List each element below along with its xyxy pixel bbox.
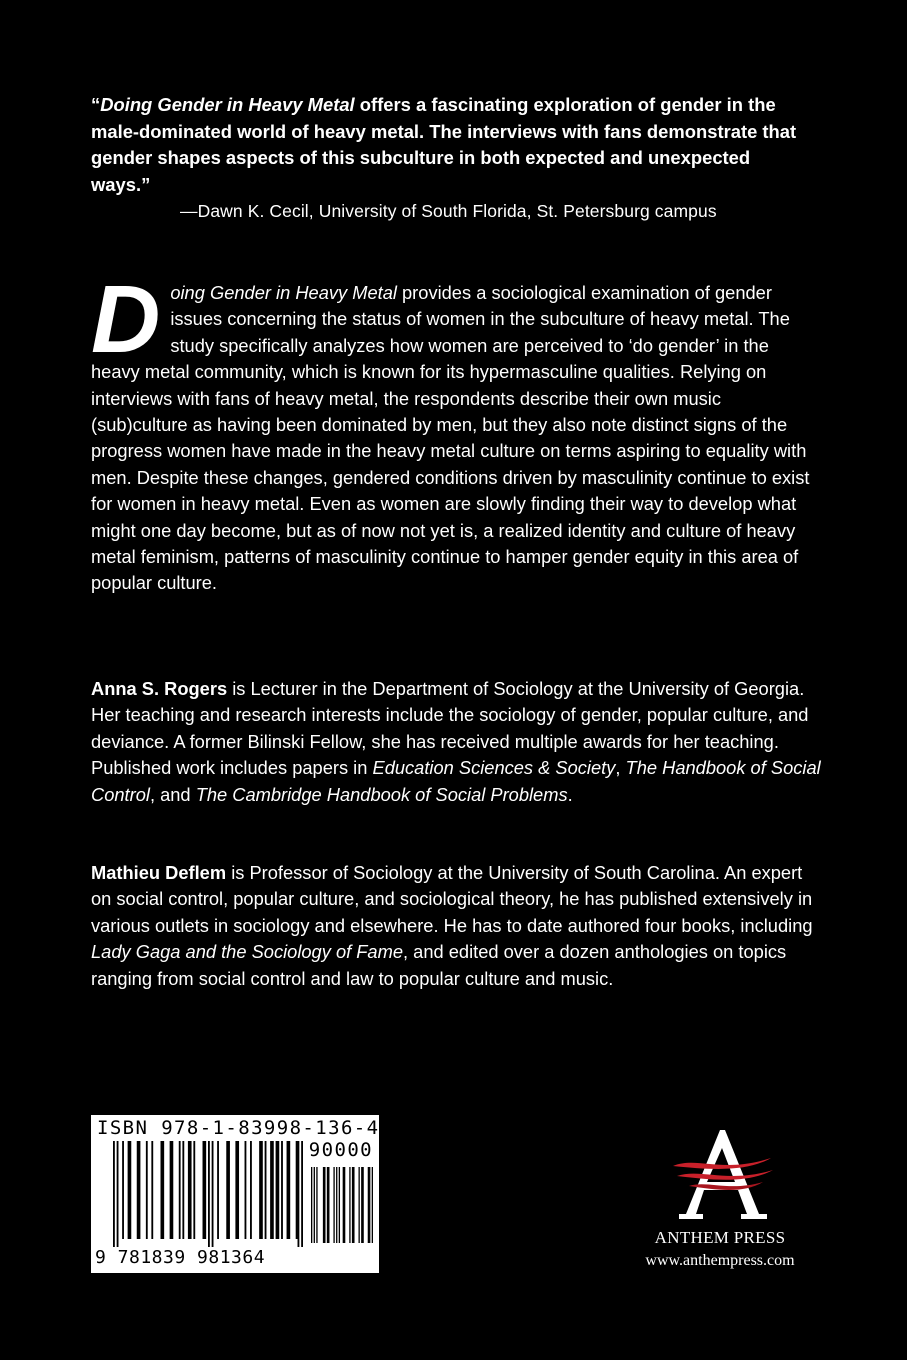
barcode-bar	[336, 1167, 337, 1243]
barcode-bar	[170, 1141, 174, 1239]
barcode-bar	[212, 1141, 214, 1247]
book-description	[91, 266, 821, 597]
author-name-deflem: Mathieu Deflem	[91, 862, 227, 883]
barcode-bar	[298, 1141, 300, 1247]
quote-book-title: Doing Gender in Heavy Metal	[100, 94, 355, 115]
author-bio-rogers: Anna S. Rogers is Lecturer in the Department of Sociology at the University of Georgia. Her teaching and research interests include the sociology of gender, popular culture, and deviance. A former Bilinski Fellow, she has received multiple awards for her teaching. Published work includes papers in Education Sciences & Society, The Handbook of Social Control, and The Cambridge Handbook of Social Problems.	[91, 678, 821, 805]
barcode-bar	[358, 1167, 359, 1243]
barcode-bar	[250, 1141, 252, 1239]
author-bio-deflem: Mathieu Deflem is Professor of Sociology at the University of South Carolina. An expert on social control, popular culture, and sociological theory, he has published extensively in various outlets in sociology and elsewhere. He has to date authored four books, including Lady Gaga and the Sociology of Fame, and edited over a dozen anthologies on topics ranging from social control and law to popular culture and music.	[91, 862, 813, 989]
barcode-bar	[128, 1141, 132, 1239]
barcode-bar	[151, 1141, 153, 1239]
isbn-barcode	[91, 1115, 379, 1273]
description-text: provides a sociological examination of gender issues concerning the status of women in the subculture of heavy metal. The study specifically analyzes how women are perceived to ‘do gender’ in the heavy metal community, which is known for its hypermasculine qualities. Relying on interviews with fans of heavy metal, the respondents describe their own music (sub)culture as having been dominated by men, but they also note distinct signs of the progress women have made in the heavy metal culture on terms aspiring to equality with men. Despite these changes, gendered conditions driven by masculinity continue to exist for women in heavy metal. Even as women are slowly finding their way to develop what might one day become, but as of now not yet is, a realized identity and culture of heavy metal feminism, patterns of masculinity continue to hamper gender equity in this area of popular culture.	[91, 282, 810, 594]
barcode-bar	[314, 1167, 315, 1243]
barcode-bar	[179, 1141, 181, 1239]
barcode-bar	[361, 1167, 364, 1243]
barcode-bar	[182, 1141, 184, 1239]
quote-text: offers a fascinating exploration of gender in the male-dominated world of heavy metal. The interviews with fans demonstrate that gender shapes aspects of this subculture in both expected and unexpected ways.”	[91, 94, 797, 195]
drop-cap: D	[91, 266, 161, 373]
description-title: oing Gender in Heavy Metal	[170, 282, 397, 303]
barcode-bar	[208, 1141, 210, 1247]
ean-barcode-bars	[113, 1141, 303, 1247]
addon-barcode-bars	[311, 1167, 373, 1247]
anthem-press-logo	[667, 1126, 777, 1226]
barcode-bar	[301, 1141, 303, 1247]
barcode-bar	[323, 1167, 326, 1243]
barcode-bar	[333, 1167, 334, 1243]
barcode-bar	[193, 1141, 195, 1239]
barcode-bar	[369, 1167, 370, 1243]
barcode-bar	[161, 1141, 165, 1239]
barcode-bar	[137, 1141, 141, 1239]
barcode-bar	[311, 1167, 312, 1243]
barcode-bar	[339, 1167, 340, 1243]
isbn-label: ISBN 978-1-83998-136-4	[97, 1117, 380, 1139]
barcode-bar	[327, 1167, 330, 1243]
barcode-bar	[352, 1167, 355, 1243]
barcode-bar	[270, 1141, 274, 1239]
endorsement-attribution: —Dawn K. Cecil, University of South Florida, St. Petersburg campus	[180, 201, 717, 221]
barcode-bar	[117, 1141, 119, 1247]
barcode-bar	[226, 1141, 230, 1239]
price-code: 90000	[308, 1139, 373, 1161]
ean-digits: 9 781839 981364	[95, 1247, 266, 1268]
publisher-url[interactable]: www.anthempress.com	[645, 1252, 795, 1269]
barcode-bar	[316, 1167, 317, 1243]
endorsement-quote	[91, 92, 811, 198]
author-name-rogers: Anna S. Rogers	[91, 678, 228, 699]
quote-open: “	[91, 94, 101, 115]
barcode-bar	[188, 1141, 192, 1239]
deflem-book-title: Lady Gaga and the Sociology of Fame	[91, 941, 403, 963]
barcode-bar	[349, 1167, 350, 1243]
barcode-bar	[235, 1141, 239, 1239]
publisher-name: ANTHEM PRESS	[654, 1228, 786, 1247]
barcode-bar	[287, 1141, 291, 1239]
barcode-bar	[122, 1141, 124, 1239]
barcode-bar	[146, 1141, 148, 1239]
barcode-bar	[203, 1141, 207, 1239]
barcode-bar	[265, 1141, 267, 1239]
barcode-bar	[343, 1167, 346, 1243]
barcode-bar	[276, 1141, 280, 1239]
barcode-bar	[368, 1167, 369, 1243]
barcode-bar	[245, 1141, 247, 1239]
barcode-bar	[217, 1141, 219, 1239]
barcode-bar	[259, 1141, 263, 1239]
barcode-bar	[372, 1167, 373, 1243]
barcode-bar	[296, 1141, 298, 1239]
barcode-bar	[281, 1141, 283, 1239]
barcode-bar	[113, 1141, 115, 1247]
